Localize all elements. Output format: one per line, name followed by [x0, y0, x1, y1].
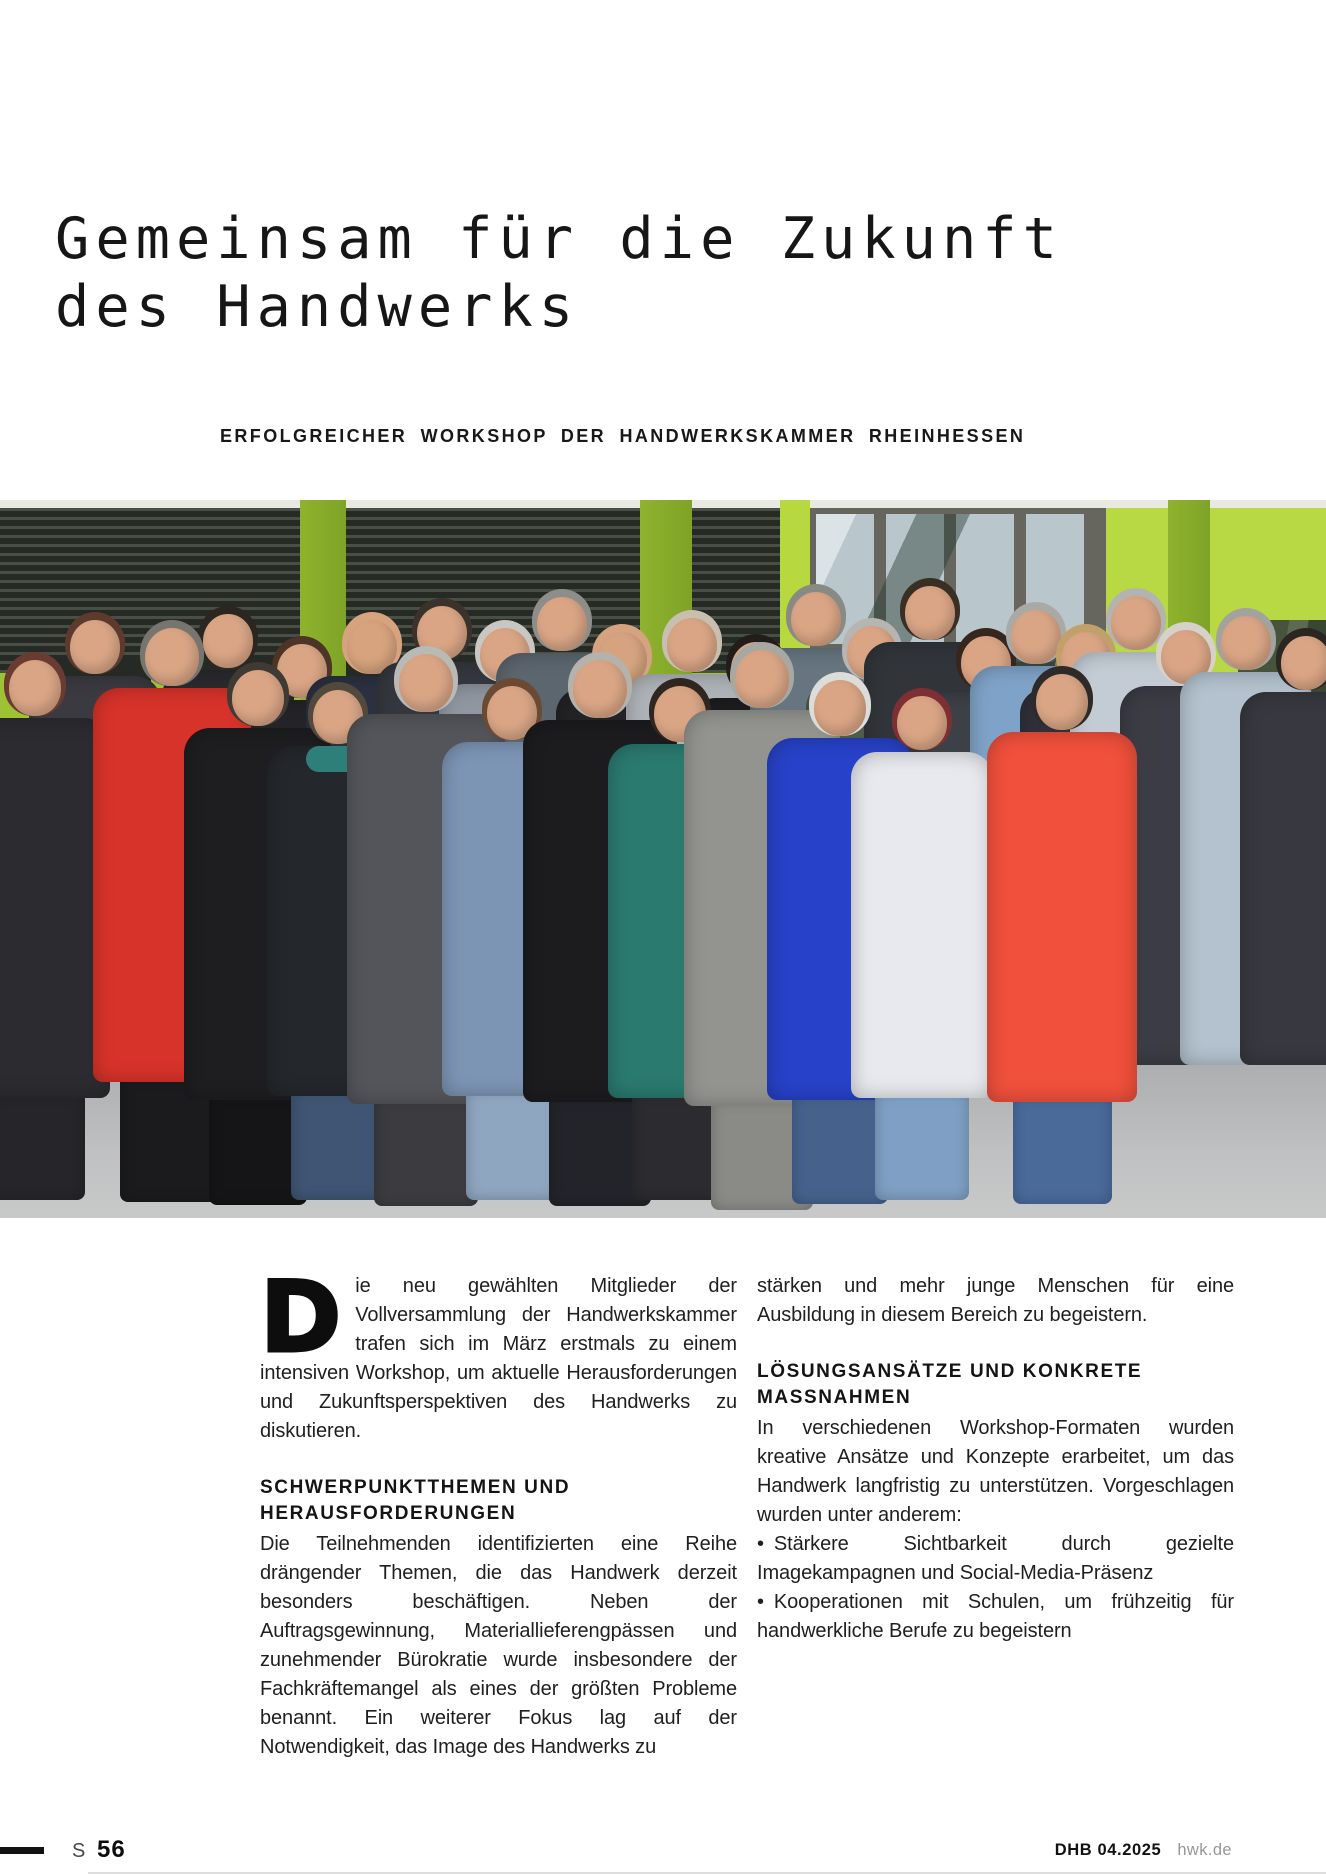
section-heading-1: SCHWERPUNKTTHEMEN UND HERAUSFORDERUNGEN [260, 1477, 571, 1524]
section-heading-2: LÖSUNGSANSÄTZE UND KONKRETE MASSNAHMEN [757, 1361, 1143, 1408]
column-2-intro: stärken und mehr junge Menschen für eine Ausbildung in diesem Bereich zu begeistern. [757, 1275, 1234, 1326]
page-title [55, 205, 1063, 341]
website-label: hwk.de [1177, 1841, 1232, 1859]
footer-right [1055, 1841, 1232, 1860]
person-figure [1240, 628, 1326, 1065]
article-column-1 [260, 1261, 737, 1762]
section-1-text: Die Teilnehmenden identifizierten eine Reihe drängender Themen, die das Handwerk derzeit besonders beschäftigen. Neben der Auftragsgewinnung, Materiallieferengpässen und zunehmender Bürokratie wurde insbesondere der Fachkräftemangel als eines der größten Probleme benannt. Ein weiterer Fokus lag auf der Notwendigkeit, das Image des Handwerks zu [260, 1533, 737, 1758]
page-number-prefix: S [72, 1840, 87, 1862]
person-figure [987, 666, 1137, 1204]
page-title-line2: des Handwerks [55, 274, 580, 340]
page-title-line1: Gemeinsam für die Zukunft [55, 206, 1063, 272]
page-bottom-edge [88, 1872, 1326, 1874]
page-subtitle: ERFOLGREICHER WORKSHOP DER HANDWERKSKAMMER RHEINHESSEN [220, 426, 1026, 446]
bullet-glyph: • [757, 1591, 764, 1613]
section-2-text: In verschiedenen Workshop-Formaten wurden kreative Ansätze und Konzepte erarbeitet, um das Handwerk langfristig zu unterstützen. Vorgeschlagen wurden unter anderem: [757, 1417, 1234, 1526]
bullet-item: • Stärkere Sichtbarkeit durch gezielte Imagekampagnen und Social-Media-Präsenz [757, 1533, 1234, 1584]
page-number: 56 [97, 1836, 126, 1863]
drop-cap: D [260, 1261, 342, 1375]
person-figure [851, 688, 993, 1200]
bullet-glyph: • [757, 1533, 764, 1555]
bullet-item: • Kooperationen mit Schulen, um frühzeitig für handwerkliche Berufe zu begeistern [757, 1591, 1234, 1642]
footer-rule [0, 1847, 44, 1854]
article-column-2 [757, 1272, 1234, 1762]
article-body [260, 1261, 1234, 1762]
group-photo [0, 500, 1326, 1218]
photo-people [0, 500, 1326, 1218]
issue-label: DHB 04.2025 [1054, 1841, 1162, 1859]
lead-paragraph: Die neu gewählten Mitglieder der Vollversammlung der Handwerkskammer trafen sich im März erstmals zu einem intensiven Workshop, um aktuelle Herausforderungen und Zukunftsperspektiven des Handwerks zu diskutieren. [260, 1261, 737, 1442]
